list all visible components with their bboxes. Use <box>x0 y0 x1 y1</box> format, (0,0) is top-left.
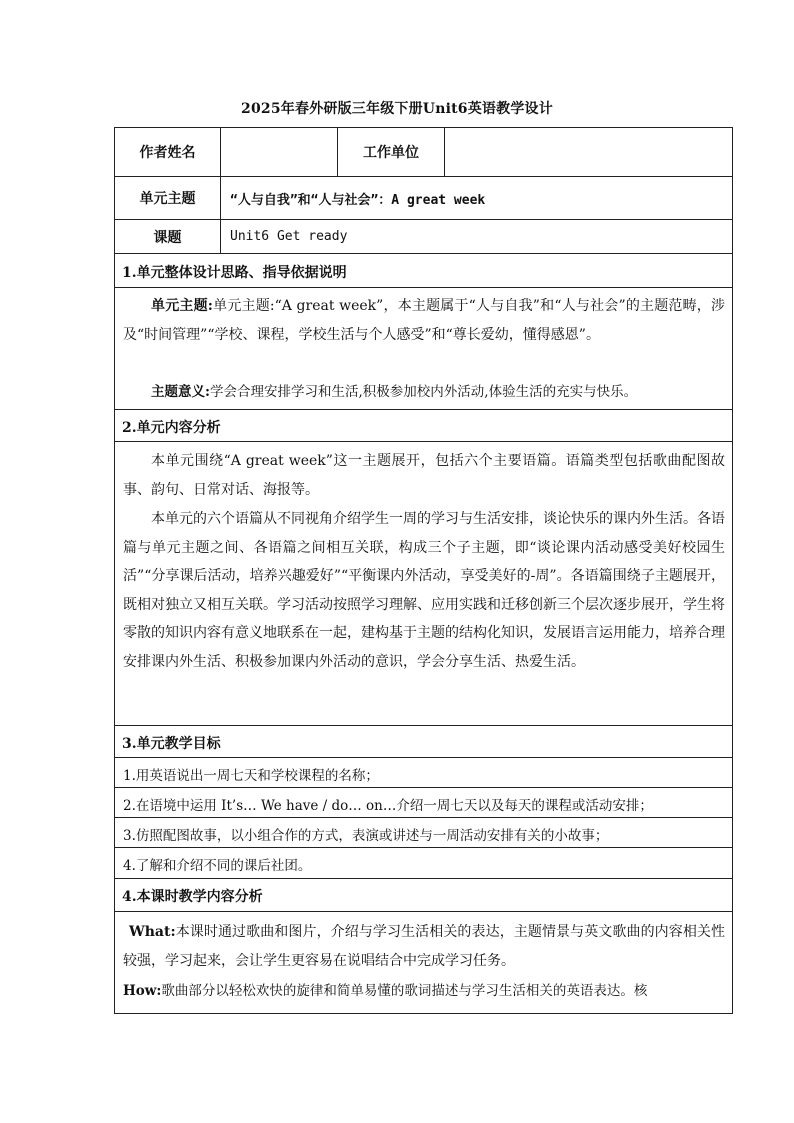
section4-what-text: 本课时通过歌曲和图片，介绍与学习生活相关的表达，主题情景与英文歌曲的内容相关性较强，学习起来，会让学生更容易在说唱结合中完成学习任务。 <box>123 924 725 969</box>
section1-meaning-label: 主题意义: <box>151 384 210 400</box>
section2-heading-row <box>115 410 732 442</box>
goal-row <box>115 848 732 879</box>
author-value <box>221 128 338 176</box>
theme-row <box>115 177 732 220</box>
org-label: 工作单位 <box>338 128 445 176</box>
theme-label: 单元主题 <box>115 177 221 219</box>
section1-meaning-text: 学会合理安排学习和生活,积极参加校内外活动,体验生活的充实与快乐。 <box>209 384 638 400</box>
lesson-plan-table <box>114 127 733 1014</box>
section3-heading-row <box>115 726 732 758</box>
author-label: 作者姓名 <box>115 128 221 176</box>
theme-value: “人与自我”和“人与社会”：A great week <box>230 192 486 208</box>
section4-how-paragraph <box>123 977 725 1006</box>
section2-heading: 2.单元内容分析 <box>122 420 221 436</box>
section2-body <box>115 442 732 726</box>
goal-item: 4.了解和介绍不同的课后社团。 <box>123 858 312 874</box>
section4-heading: 4.本课时教学内容分析 <box>122 889 263 905</box>
section4-heading-row <box>115 879 732 912</box>
section1-heading: 1.单元整体设计思路、指导依据说明 <box>122 265 347 281</box>
author-row <box>115 128 732 177</box>
section2-paragraph-2: 本单元的六个语篇从不同视角介绍学生一周的学习与生活安排，谈论快乐的课内外生活。各语篇与单元主题之间、各语篇之间相互关联，构成三个子主题，即“谈论课内活动感受美好校园生活”“分享课后活动，培养兴趣爱好”“平衡课内外活动，享受美好的-周”。各语篇围绕子主题展开，既相对独立又相互关联。学习活动按照学习理解、应用实践和迁移创新三个层次逐步展开，学生将零散的知识内容有意义地联系在一起，建构基于主题的结构化知识，发展语言运用能力，培养合理安排课内外生活、积极参加课内外活动的意识，学会分享生活、热爱生活。 <box>123 511 725 670</box>
goal-item: 3.仿照配图故事，以小组合作的方式，表演或讲述与一周活动安排有关的小故事； <box>123 828 609 844</box>
section3-heading: 3.单元教学目标 <box>122 736 221 752</box>
org-value <box>445 128 732 176</box>
section4-what-label: What: <box>129 924 176 940</box>
goal-item: 1.用英语说出一周七天和学校课程的名称； <box>123 768 379 784</box>
goal-row <box>115 818 732 848</box>
lesson-label: 课题 <box>115 220 221 253</box>
section4-how-text: 歌曲部分以轻松欢快的旋律和简单易懂的歌词描述与学习生活相关的英语表达。核 <box>161 983 648 999</box>
section1-body <box>115 288 732 410</box>
section1-theme-paragraph <box>123 292 725 349</box>
section2-paragraph-1: 本单元围绕“A great week”这一主题展开，包括六个主要语篇。语篇类型包括歌曲配图故事、韵句、日常对话、海报等。 <box>123 453 725 498</box>
goal-item: 2.在语境中运用 It’s… We have / do… on…介绍一周七天以及每天的课程或活动安排； <box>123 798 653 814</box>
section4-body <box>115 912 732 1014</box>
section1-meaning-paragraph <box>123 378 725 407</box>
lesson-value: Unit6 Get ready <box>230 229 348 244</box>
goal-row <box>115 758 732 788</box>
section4-how-label: How: <box>123 983 162 999</box>
section1-theme-text: 单元主题:“A great week”，本主题属于“人与自我”和“人与社会”的主题范畴，涉及“时间管理”“学校、课程，学校生活与个人感受”和“尊长爱幼，懂得感恩”。 <box>123 298 725 343</box>
section1-heading-row <box>115 254 732 288</box>
goal-row <box>115 788 732 818</box>
section1-theme-label: 单元主题: <box>151 298 213 314</box>
lesson-row <box>115 220 732 254</box>
document-title: 2025年春外研版三年级下册Unit6英语教学设计 <box>241 101 553 117</box>
section4-what-paragraph <box>123 918 725 975</box>
